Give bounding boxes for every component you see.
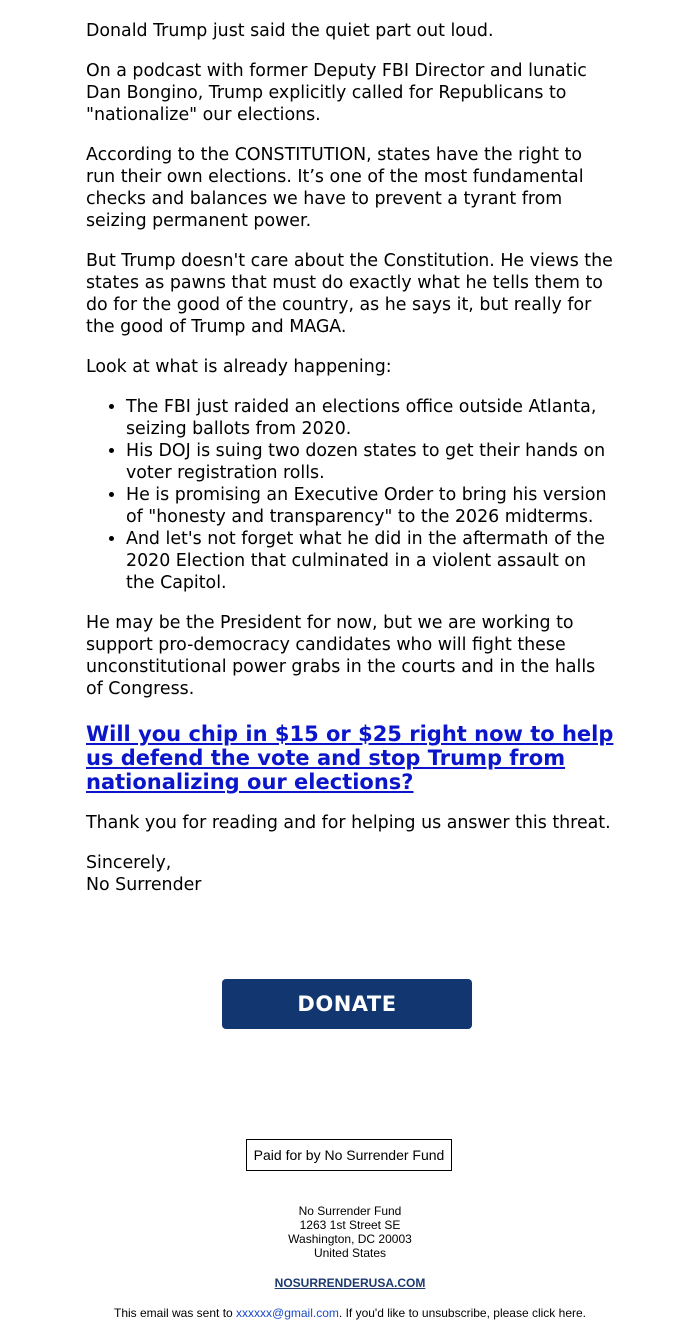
paragraph-intro-2: On a podcast with former Deputy FBI Director and lunatic Dan Bongino, Trump explicitly called for Republicans to "nationalize" our elections. xyxy=(86,61,587,125)
paragraph-support: He may be the President for now, but we are working to support pro-democracy candidates who will fight these unconstitutional power grabs in the courts and in the halls of Congress. xyxy=(86,613,596,699)
unsubscribe-notice xyxy=(0,1306,700,1320)
paragraph-intro-4: But Trump doesn't care about the Constitution. He views the states as pawns that must do exactly what he tells them to do for the good of the country, as he says it, but really for the good of Trump and MAGA. xyxy=(86,251,613,337)
paragraph-intro-1: Donald Trump just said the quiet part out loud. xyxy=(86,21,494,41)
email-body xyxy=(86,20,616,914)
signature: No Surrender xyxy=(86,875,202,895)
donate-button[interactable]: DONATE xyxy=(222,979,472,1029)
events-list xyxy=(86,396,616,594)
unsubscribe-suffix[interactable]: . If you'd like to unsubscribe, please click here. xyxy=(338,1306,586,1320)
unsubscribe-prefix: This email was sent to xyxy=(113,1306,237,1320)
signature-block xyxy=(86,852,616,896)
paid-for-disclaimer: Paid for by No Surrender Fund xyxy=(246,1139,452,1171)
address-line: Washington, DC 20003 xyxy=(288,1232,412,1246)
paragraph-thanks: Thank you for reading and for helping us answer this threat. xyxy=(86,813,611,833)
paragraph-intro-3: According to the CONSTITUTION, states have the right to run their own elections. It’s one of the most fundamental checks and balances we have to prevent a tyrant from seizing permanent power. xyxy=(86,145,584,231)
recipient-email-link[interactable]: xxxxxx@gmail.com xyxy=(236,1306,339,1320)
signoff: Sincerely, xyxy=(86,853,172,873)
paragraph-intro-5: Look at what is already happening: xyxy=(86,357,392,377)
address-line: 1263 1st Street SE xyxy=(299,1218,401,1232)
website-link[interactable]: NOSURRENDERUSA.COM xyxy=(274,1276,426,1290)
list-item: • His DOJ is suing two dozen states to get their hands on voter registration rolls. xyxy=(126,440,616,484)
mailing-address xyxy=(0,1204,700,1260)
list-item: • And let's not forget what he did in the aftermath of the 2020 Election that culminated in a violent assault on the Capitol. xyxy=(126,528,616,594)
address-line: No Surrender Fund xyxy=(298,1204,402,1218)
website-link-container xyxy=(0,1276,700,1290)
list-item: • The FBI just raided an elections office outside Atlanta, seizing ballots from 2020. xyxy=(126,396,616,440)
list-item: • He is promising an Executive Order to bring his version of "honesty and transparency" to the 2026 midterms. xyxy=(126,484,616,528)
donate-cta-link[interactable]: Will you chip in $15 or $25 right now to help us defend the vote and stop Trump from nationalizing our elections? xyxy=(86,722,614,794)
address-line: United States xyxy=(313,1246,387,1260)
